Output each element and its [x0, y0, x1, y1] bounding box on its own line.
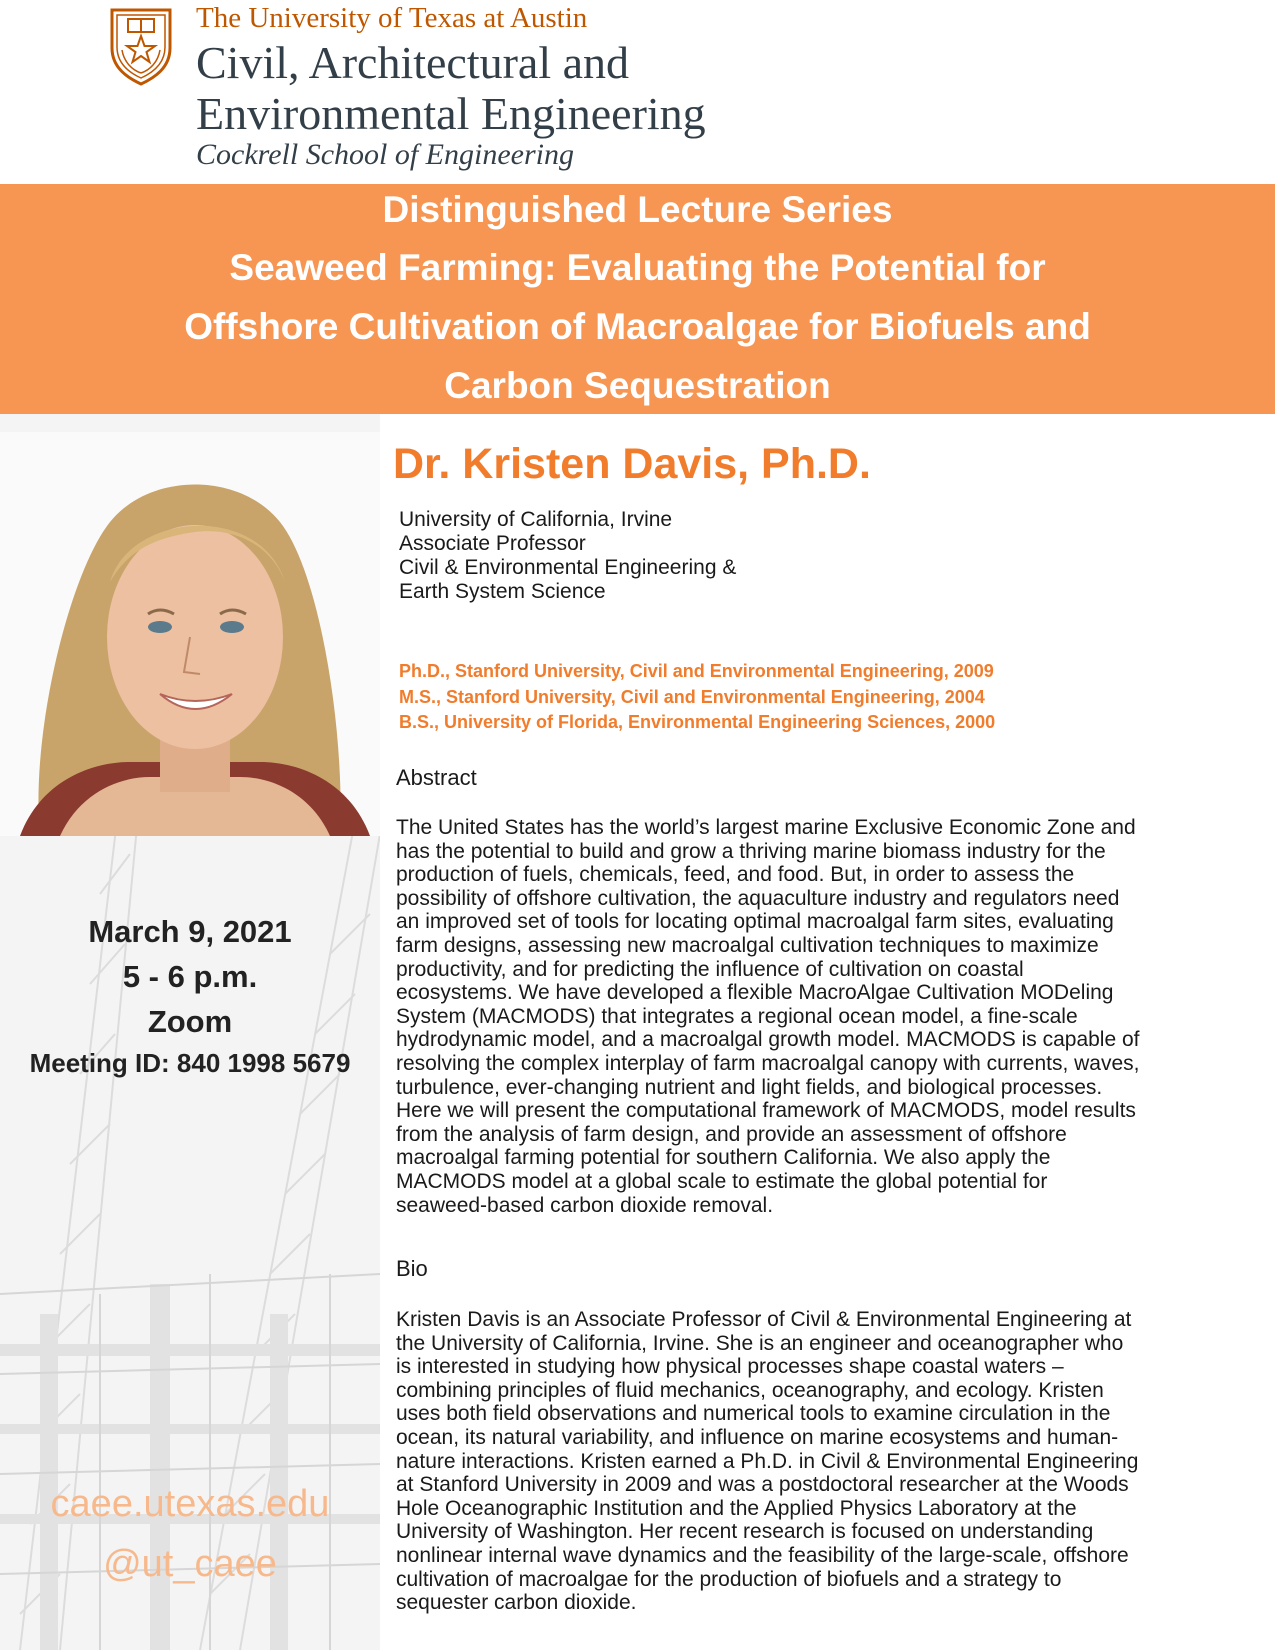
- abstract-line: from the analysis of farm design, and provide an assessment of offshore: [396, 1122, 1067, 1146]
- bio-line: is interested in studying how physical processes shape coastal waters –: [396, 1355, 1064, 1379]
- abstract-line: production of fuels, chemicals, feed, and food. But, in order to assess the: [396, 863, 1075, 887]
- affiliation-line: Civil & Environmental Engineering &: [399, 556, 737, 579]
- meeting-id: Meeting ID: 840 1998 5679: [29, 1048, 351, 1078]
- bio-line: ocean, its natural variability, and influence on marine ecosystems and human-: [396, 1425, 1119, 1449]
- bio-heading: Bio: [396, 1256, 428, 1281]
- degree-item: Ph.D., Stanford University, Civil and Environmental Engineering, 2009: [399, 661, 994, 681]
- bio-text: [396, 1308, 1246, 1615]
- abstract-heading: Abstract: [396, 765, 477, 790]
- lecture-title-line2: Offshore Cultivation of Macroalgae for Biofuels and: [184, 306, 1091, 347]
- abstract-line: System (MACMODS) that integrates a regional ocean model, a fine-scale: [396, 1004, 1078, 1028]
- speaker-affiliation: [399, 508, 736, 604]
- university-name: The University of Texas at Austin: [196, 2, 588, 34]
- bio-line: uses both field observations and numerical tools to examine circulation in the: [396, 1402, 1111, 1426]
- bio-line: Hole Oceanographic Institution and the Applied Physics Laboratory at the: [396, 1496, 1077, 1520]
- affiliation-line: Earth System Science: [399, 580, 606, 603]
- abstract-text: [396, 816, 1246, 1217]
- bio-line: nature interactions. Kristen earned a Ph.D. in Civil & Environmental Engineering: [396, 1449, 1139, 1473]
- series-title: Distinguished Lecture Series: [382, 189, 893, 230]
- abstract-line: possibility of offshore cultivation, the aquaculture industry and regulators need: [396, 886, 1120, 910]
- event-venue: Zoom: [147, 1004, 233, 1039]
- header: [0, 0, 1275, 184]
- abstract-line: ecosystems. We have developed a flexible MacroAlgae Cultivation MODeling: [396, 981, 1114, 1005]
- abstract-line: productivity, and for predicting the influence of cultivation on coastal: [396, 957, 1024, 981]
- speaker-portrait: [0, 432, 380, 836]
- bio-line: cultivation of macroalgae for the production of biofuels and a strategy to: [396, 1567, 1062, 1591]
- bio-line: Kristen Davis is an Associate Professor of Civil & Environmental Engineering at: [396, 1308, 1132, 1331]
- title-banner: [0, 184, 1275, 414]
- speaker-name: Dr. Kristen Davis, Ph.D.: [393, 440, 871, 488]
- department-name-line1: Civil, Architectural and: [196, 37, 630, 88]
- abstract-line: MACMODS model at a global scale to estimate the global potential for: [396, 1169, 1048, 1193]
- abstract-line: Here we will present the computational framework of MACMODS, model results: [396, 1099, 1136, 1123]
- event-time: 5 - 6 p.m.: [122, 959, 258, 994]
- abstract-line: farm designs, assessing new macroalgal cultivation techniques to maximize: [396, 933, 1099, 957]
- website-link[interactable]: caee.utexas.edu: [50, 1483, 330, 1525]
- bio-line: University of Washington. Her recent research is focused on understanding: [396, 1520, 1094, 1544]
- school-name: Cockrell School of Engineering: [196, 138, 574, 171]
- ut-seal-icon: [108, 6, 174, 86]
- bio-line: at Stanford University in 2009 and was a postdoctoral researcher at the Woods: [396, 1473, 1129, 1497]
- abstract-line: has the potential to build and grow a thriving marine biomass industry for the: [396, 839, 1106, 863]
- abstract-line: hydrodynamic model, and a macroalgal growth model. MACMODS is capable of: [396, 1028, 1140, 1052]
- abstract-line: resolving the complex interplay of farm macroalgal canopy with currents, waves,: [396, 1051, 1140, 1075]
- bio-line: combining principles of fluid mechanics, oceanography, and ecology. Kristen: [396, 1378, 1104, 1402]
- abstract-line: seaweed-based carbon dioxide removal.: [396, 1193, 774, 1217]
- abstract-line: an improved set of tools for locating optimal macroalgal farm sites, evaluating: [396, 910, 1114, 934]
- affiliation-line: Associate Professor: [399, 532, 586, 555]
- bio-line: the University of California, Irvine. She is an engineer and oceanographer who: [396, 1331, 1124, 1355]
- degree-item: B.S., University of Florida, Environmental Engineering Sciences, 2000: [399, 712, 996, 732]
- bio-line: sequester carbon dioxide.: [396, 1591, 637, 1615]
- affiliation-line: University of California, Irvine: [399, 508, 673, 531]
- department-name-line2: Environmental Engineering: [196, 88, 706, 139]
- social-handle[interactable]: @ut_caee: [103, 1543, 277, 1585]
- lecture-title-line1: Seaweed Farming: Evaluating the Potential for: [229, 247, 1046, 288]
- event-date: March 9, 2021: [88, 914, 292, 949]
- lecture-title-line3: Carbon Sequestration: [444, 365, 831, 406]
- abstract-line: The United States has the world’s largest marine Exclusive Economic Zone and: [396, 816, 1136, 839]
- degree-item: M.S., Stanford University, Civil and Environmental Engineering, 2004: [399, 686, 985, 707]
- abstract-line: turbulence, ever-changing nutrient and light fields, and biological processes.: [396, 1075, 1103, 1099]
- left-sidebar: [0, 414, 380, 1650]
- bio-line: nonlinear internal wave dynamics and the feasibility of the large-scale, offshore: [396, 1543, 1129, 1567]
- speaker-degrees: [399, 659, 995, 736]
- abstract-line: macroalgal farming potential for southern California. We also apply the: [396, 1146, 1051, 1170]
